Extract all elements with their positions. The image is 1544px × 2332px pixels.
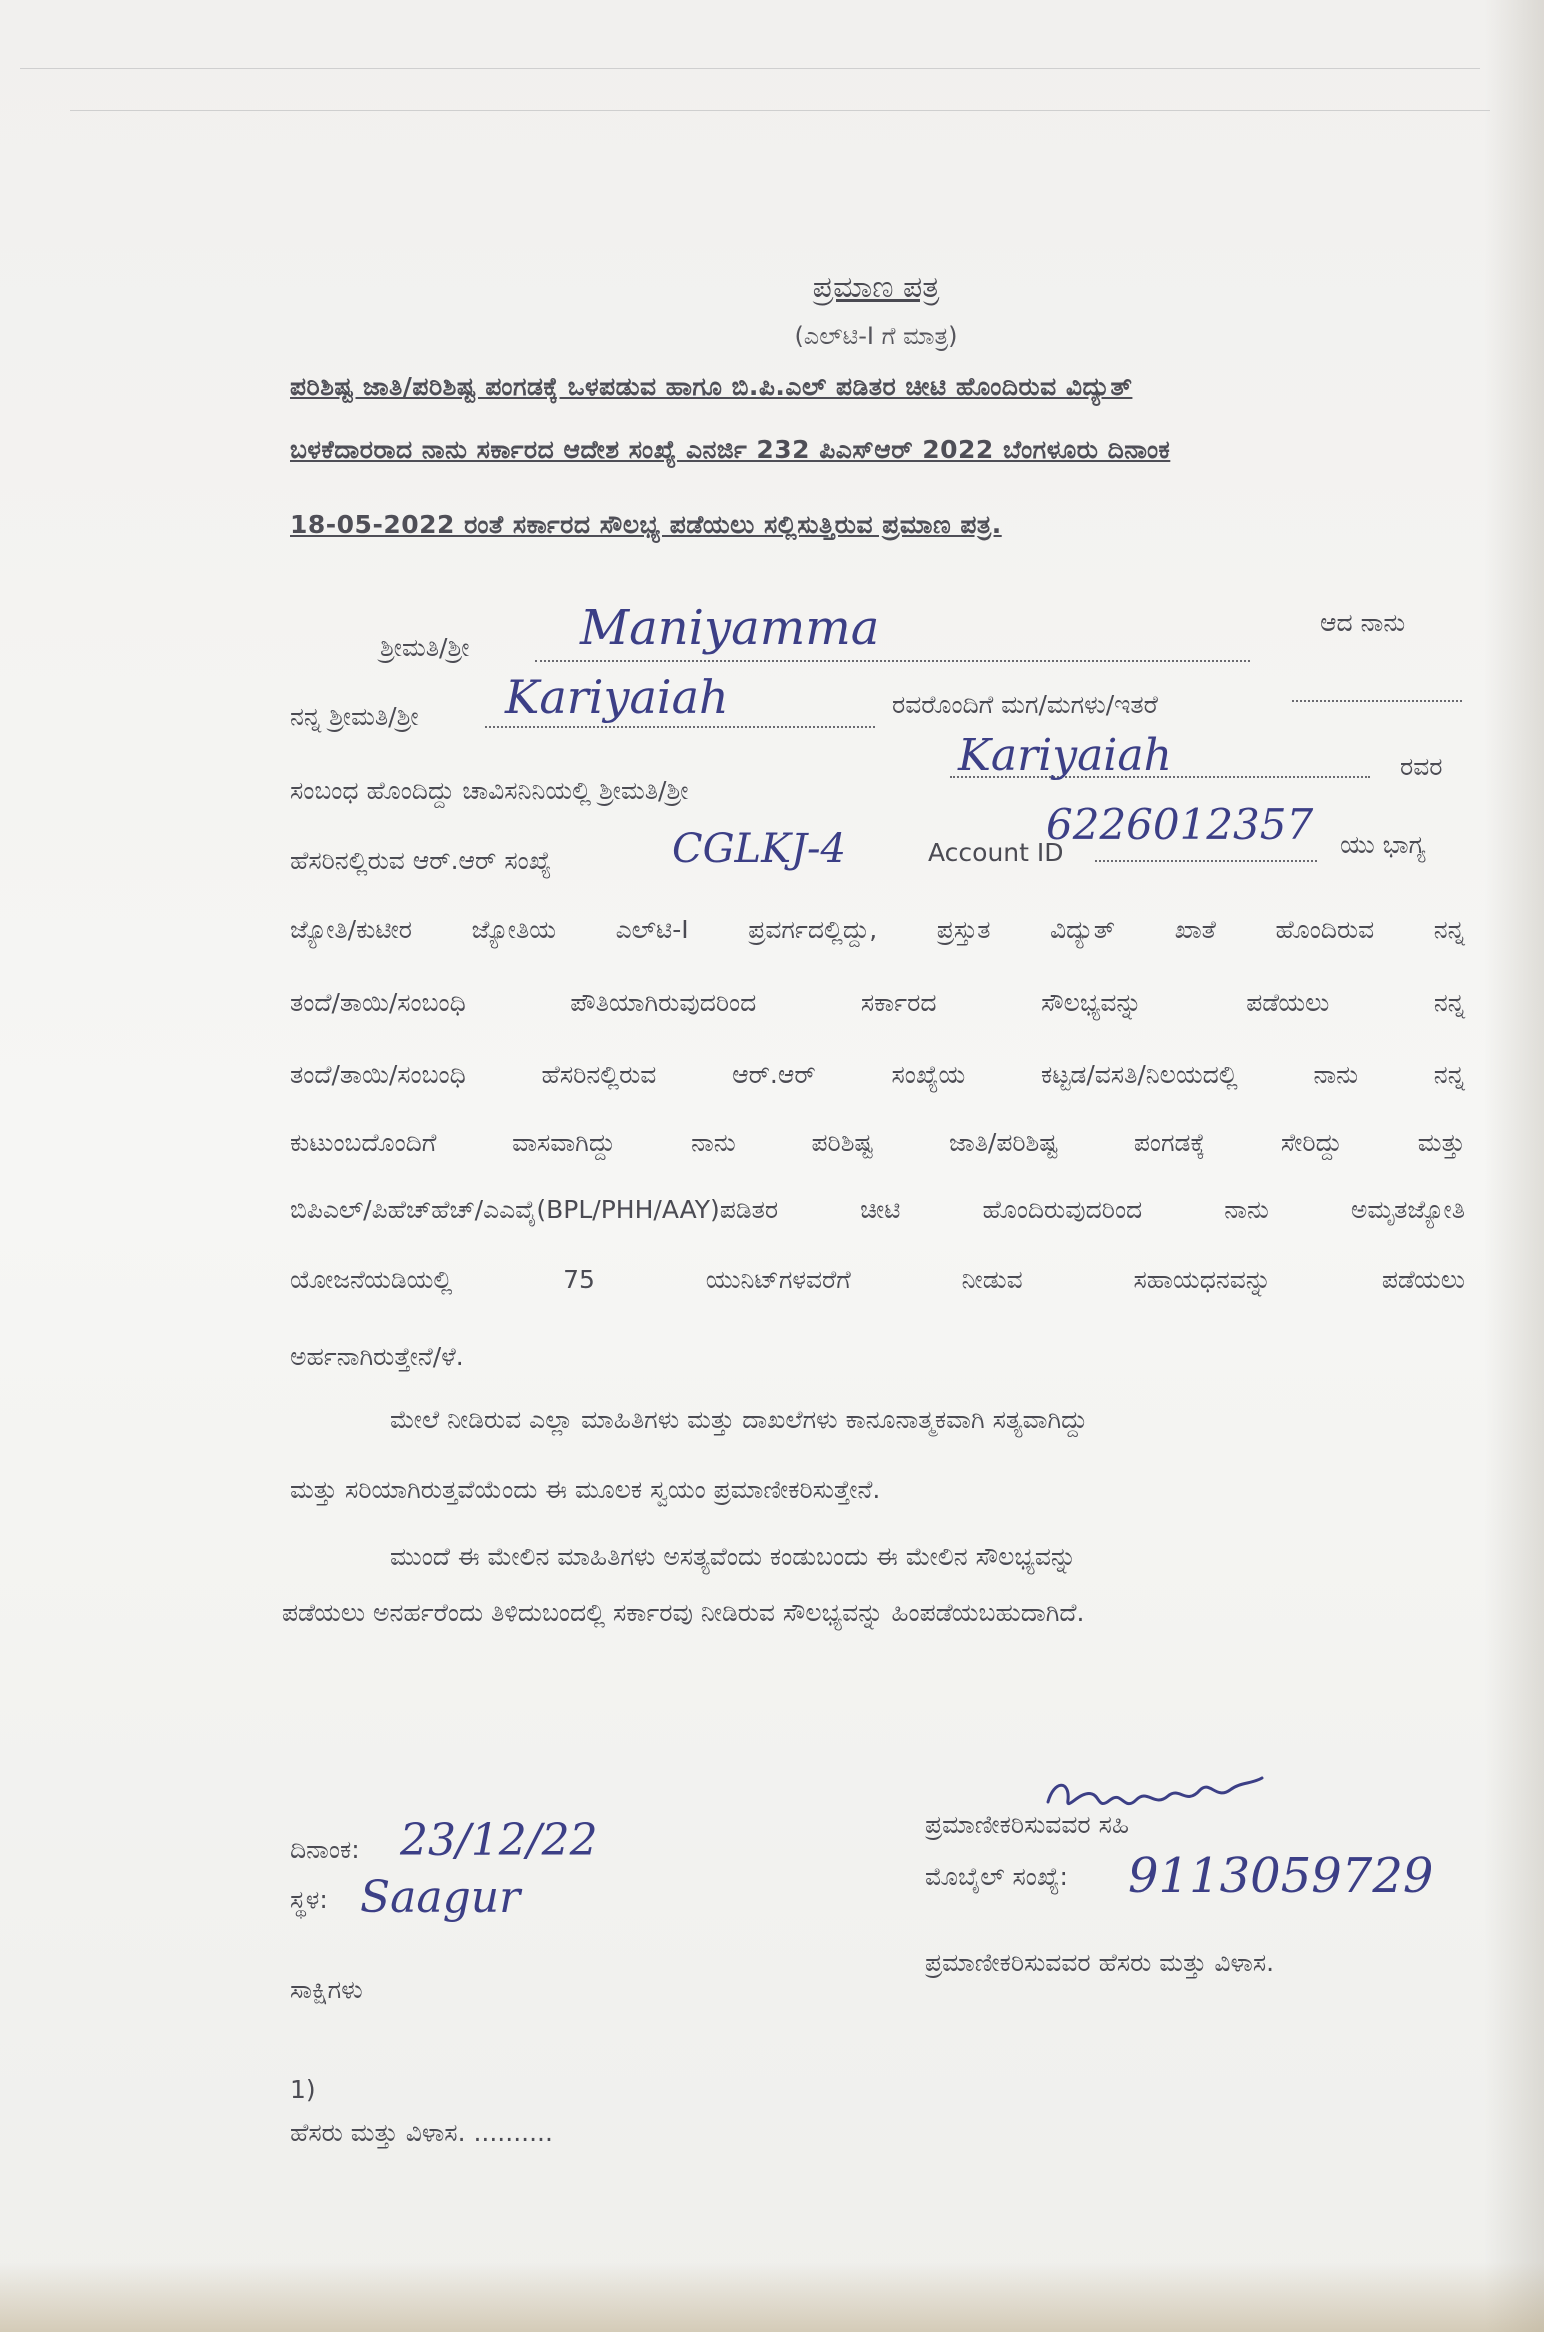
word: ವಾಸವಾಗಿದ್ದು xyxy=(512,1128,616,1157)
word: ಸೌಲಭ್ಯವನ್ನು xyxy=(1041,988,1142,1017)
para2-line-1: ಮೇಲೆ ನೀಡಿರುವ ಎಲ್ಲಾ ಮಾಹಿತಿಗಳು ಮತ್ತು ದಾಖಲೆಗಳು ಕಾನೂನಾತ್ಮಕವಾಗಿ ಸತ್ಯವಾಗಿದ್ದು xyxy=(390,1405,1088,1434)
para3-line-1: ಮುಂದೆ ಈ ಮೇಲಿನ ಮಾಹಿತಿಗಳು ಅಸತ್ಯವೆಂದು ಕಂಡುಬಂದು ಈ ಮೇಲಿನ ಸೌಲಭ್ಯವನ್ನು xyxy=(390,1542,1077,1571)
form-line2-blank xyxy=(485,726,875,728)
bleed-through-line xyxy=(20,68,1480,69)
word: ಹೊಂದಿರುವುದರಿಂದ xyxy=(982,1195,1143,1224)
document-subtitle: (ಎಲ್‌ಟಿ-I ಗೆ ಮಾತ್ರ) xyxy=(794,322,958,350)
word: ಜ್ಯೋತಿಯ xyxy=(471,915,557,944)
form-line4-blank xyxy=(1095,860,1317,862)
mobile-handwritten: 9113059729 xyxy=(1128,1848,1434,1904)
place-label: ಸ್ಥಳ: xyxy=(290,1885,328,1914)
body-line-6 xyxy=(290,1265,1465,1295)
form-line4-account-label: Account ID xyxy=(928,838,1064,867)
form-line2-blank-end xyxy=(1292,700,1462,702)
date-handwritten: 23/12/22 xyxy=(400,1815,598,1866)
name-address-label: ಪ್ರಮಾಣೀಕರಿಸುವವರ ಹೆಸರು ಮತ್ತು ವಿಳಾಸ. xyxy=(925,1948,1275,1977)
intro-line-2: ಬಳಕೆದಾರರಾದ ನಾನು ಸರ್ಕಾರದ ಆದೇಶ ಸಂಖ್ಯೆ ಎನರ್ಜಿ 232 ಪಿಎಸ್‌ಆರ್ 2022 ಬೆಂಗಳೂರು ದಿನಾಂಕ xyxy=(290,435,1171,464)
form-line3-suffix: ರವರ xyxy=(1400,752,1443,781)
document-title: ಪ್ರಮಾಣ ಪತ್ರ xyxy=(812,270,940,305)
para2-line-2: ಮತ್ತು ಸರಿಯಾಗಿರುತ್ತವೆಯೆಂದು ಈ ಮೂಲಕ ಸ್ವಯಂ ಪ್ರಮಾಣೀಕರಿಸುತ್ತೇನೆ. xyxy=(290,1475,881,1504)
word: ನನ್ನ xyxy=(1433,988,1465,1017)
word: ಮತ್ತು xyxy=(1417,1128,1465,1157)
form-line3-label: ಸಂಬಂಧ ಹೊಂದಿದ್ದು ಚಾವಿಸನಿನಿಯಲ್ಲಿ ಶ್ರೀಮತಿ/ಶ್ರೀ xyxy=(290,776,689,805)
form-line1-suffix: ಆದ ನಾನು xyxy=(1320,608,1406,637)
word: ನಾನು xyxy=(691,1128,736,1157)
form-line4-label: ಹೆಸರಿನಲ್ಲಿರುವ ಆರ್.ಆರ್ ಸಂಖ್ಯೆ xyxy=(290,846,552,875)
form-line4-rr-number: CGLKJ-4 xyxy=(672,826,847,872)
word: ನೀಡುವ xyxy=(961,1265,1023,1294)
word: ಖಾತೆ xyxy=(1174,915,1216,944)
word: ಅಮೃತಜ್ಯೋತಿ xyxy=(1350,1195,1465,1224)
word: ಜ್ಯೋತಿ/ಕುಟೀರ xyxy=(290,915,413,944)
word: 75 xyxy=(563,1265,595,1294)
mobile-label: ಮೊಬೈಲ್ ಸಂಖ್ಯೆ: xyxy=(925,1862,1068,1891)
form-line4-suffix: ಯು ಭಾಗ್ಯ xyxy=(1340,830,1426,859)
word: ಸಂಖ್ಯೆಯ xyxy=(891,1060,966,1089)
form-line1-blank xyxy=(535,660,1250,662)
body-line-5 xyxy=(290,1195,1465,1225)
place-handwritten: Saagur xyxy=(360,1872,521,1923)
word: ಪ್ರಸ್ತುತ xyxy=(936,915,991,944)
witnesses-label: ಸಾಕ್ಷಿಗಳು xyxy=(290,1975,363,2004)
body-line-1 xyxy=(290,915,1465,945)
witness-1-index: 1) xyxy=(290,2075,316,2104)
form-line2-label: ನನ್ನ ಶ್ರೀಮತಿ/ಶ್ರೀ xyxy=(290,702,419,731)
form-line2-suffix: ರವರೊಂದಿಗೆ ಮಗ/ಮಗಳು/ಇತರೆ xyxy=(892,690,1158,719)
word: ಪಡೆಯಲು xyxy=(1246,988,1330,1017)
intro-line-3: 18-05-2022 ರಂತೆ ಸರ್ಕಾರದ ಸೌಲಭ್ಯ ಪಡೆಯಲು ಸಲ್ಲಿಸುತ್ತಿರುವ ಪ್ರಮಾಣ ಪತ್ರ. xyxy=(290,510,1002,539)
word: ಪಡೆಯಲು xyxy=(1381,1265,1465,1294)
word: ಪ್ರವರ್ಗದಲ್ಲಿದ್ದು, xyxy=(748,915,878,944)
word: ಹೊಂದಿರುವ xyxy=(1275,915,1375,944)
word: ತಂದೆ/ತಾಯಿ/ಸಂಬಂಧಿ xyxy=(290,988,466,1017)
word: ತಂದೆ/ತಾಯಿ/ಸಂಬಂಧಿ xyxy=(290,1060,466,1089)
word: ಆರ್.ಆರ್ xyxy=(732,1060,816,1089)
form-line1-handwritten-name: Maniyamma xyxy=(580,600,880,656)
word: ಎಲ್‌ಟಿ-I xyxy=(615,915,689,944)
word: ಪಂಗಡಕ್ಕೆ xyxy=(1133,1128,1206,1157)
word: ನನ್ನ xyxy=(1433,915,1465,944)
word: ನನ್ನ xyxy=(1433,1060,1465,1089)
word: ಸರ್ಕಾರದ xyxy=(860,988,937,1017)
word: ಪೌತಿಯಾಗಿರುವುದರಿಂದ xyxy=(570,988,757,1017)
word: ಚೀಟಿ xyxy=(860,1195,901,1224)
bleed-through-line xyxy=(70,110,1490,111)
form-line3-handwritten-name: Kariyaiah xyxy=(958,730,1172,781)
body-line-4 xyxy=(290,1128,1465,1158)
body-line-3 xyxy=(290,1060,1465,1090)
word: ಪರಿಶಿಷ್ಟ xyxy=(811,1128,874,1157)
page-shadow-bottom xyxy=(0,2262,1544,2332)
word: ಬಿಪಿಎಲ್/ಪಿಹೆಚ್‌ಹೆಚ್/ಎಎವೈ(BPL/PHH/AAY)ಪಡಿತರ xyxy=(290,1195,779,1224)
word: ಹೆಸರಿನಲ್ಲಿರುವ xyxy=(541,1060,657,1089)
body-line-7: ಅರ್ಹನಾಗಿರುತ್ತೇನೆ/ಳೆ. xyxy=(290,1342,464,1371)
para3-line-2: ಪಡೆಯಲು ಅನರ್ಹರೆಂದು ತಿಳಿದುಬಂದಲ್ಲಿ ಸರ್ಕಾರವು ನೀಡಿರುವ ಸೌಲಭ್ಯವನ್ನು ಹಿಂಪಡೆಯಬಹುದಾಗಿದೆ. xyxy=(282,1598,1085,1627)
word: ಸಹಾಯಧನವನ್ನು xyxy=(1133,1265,1272,1294)
word: ನಾನು xyxy=(1313,1060,1359,1089)
form-line1-label: ಶ್ರೀಮತಿ/ಶ್ರೀ xyxy=(380,633,470,662)
signature-label: ಪ್ರಮಾಣೀಕರಿಸುವವರ ಸಹಿ xyxy=(925,1810,1130,1839)
date-label: ದಿನಾಂಕ: xyxy=(290,1835,360,1864)
word: ಕಟ್ಟಡ/ವಸತಿ/ನಿಲಯದಲ್ಲಿ xyxy=(1041,1060,1238,1089)
intro-line-1: ಪರಿಶಿಷ್ಟ ಜಾತಿ/ಪರಿಶಿಷ್ಟ ಪಂಗಡಕ್ಕೆ ಒಳಪಡುವ ಹಾಗೂ ಬಿ.ಪಿ.ಎಲ್ ಪಡಿತರ ಚೀಟಿ ಹೊಂದಿರುವ ವಿದ್ಯುತ್ xyxy=(290,372,1133,401)
word: ಸೇರಿದ್ದು xyxy=(1280,1128,1342,1157)
form-line4-account-id: 6226012357 xyxy=(1046,800,1314,849)
witness-1-name-address: ಹೆಸರು ಮತ್ತು ವಿಳಾಸ. .......... xyxy=(290,2118,553,2147)
word: ಕುಟುಂಬದೊಂದಿಗೆ xyxy=(290,1128,437,1157)
word: ಜಾತಿ/ಪರಿಶಿಷ್ಟ xyxy=(949,1128,1059,1157)
word: ನಾನು xyxy=(1224,1195,1269,1224)
form-line2-handwritten-name: Kariyaiah xyxy=(505,670,729,724)
body-line-2 xyxy=(290,988,1465,1018)
word: ವಿದ್ಯುತ್ xyxy=(1050,915,1116,944)
word: ಯುನಿಟ್‌ಗಳವರೆಗೆ xyxy=(705,1265,851,1294)
word: ಯೋಜನೆಯಡಿಯಲ್ಲಿ xyxy=(290,1265,453,1294)
